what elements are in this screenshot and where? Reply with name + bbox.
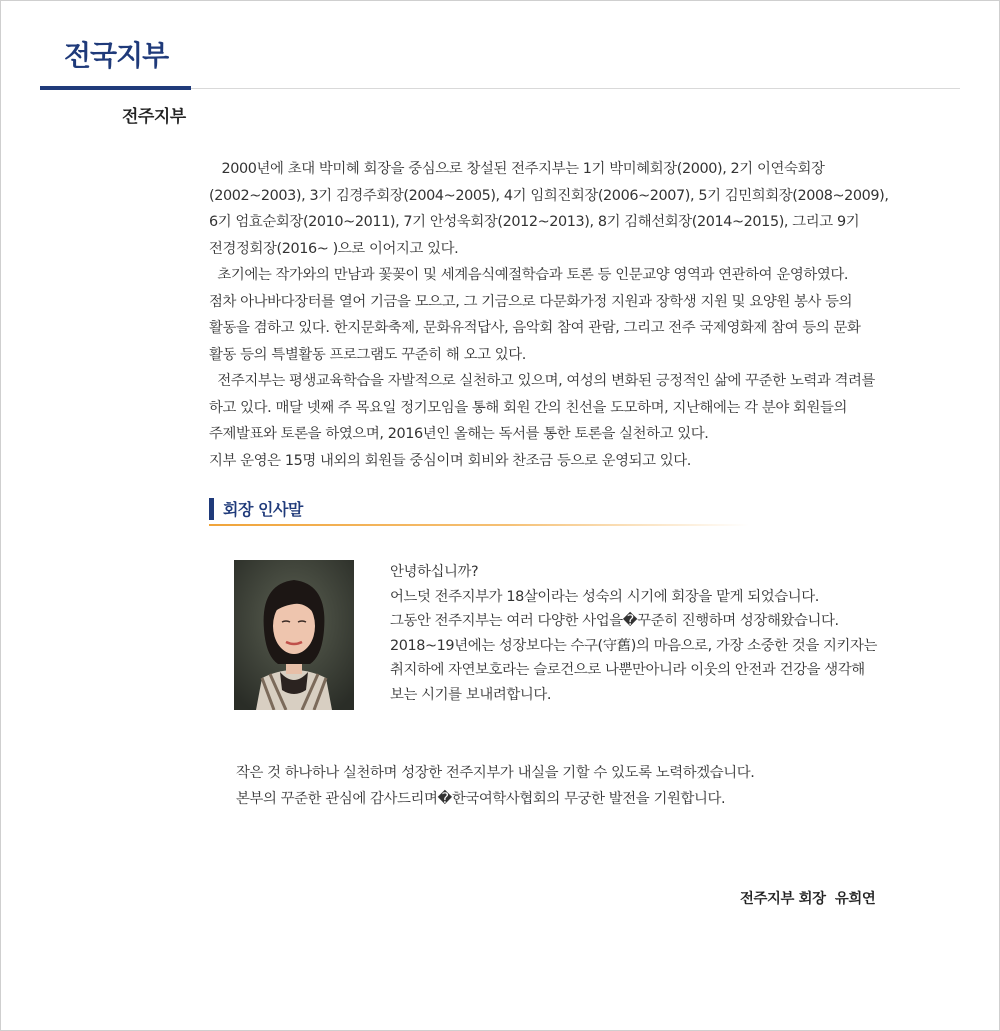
message-line: 취지하에 자연보호라는 슬로건으로 나뿐만아니라 이웃의 안전과 건강을 생각해 [390,662,865,678]
intro-line: 활동 등의 특별활동 프로그램도 꾸준히 해 오고 있다. [209,346,526,363]
section-title: 전국지부 [64,39,169,72]
intro-line: 초기에는 작가와의 만남과 꽃꽂이 및 세계음식예절학습과 토론 등 인문교양 영역과 연관하여 운영하였다. [209,267,849,283]
intro-line: 2000년에 초대 박미혜 회장을 중심으로 창설된 전주지부는 1기 박미혜회장(2000), 2기 이연숙회장 [209,161,825,177]
closing-line: 본부의 꾸준한 관심에 감사드리며�한국여학사협회의 무궁한 발전을 기원합니다. [236,791,726,807]
intro-line: 지부 운영은 15명 내외의 회원들 중심이며 회비와 찬조금 등으로 운영되고 있다. [209,452,691,469]
greeting-closing [236,760,754,812]
branch-name: 전주지부 [122,107,186,127]
intro-line: 주제발표와 토론을 하였으며, 2016년인 올해는 독서를 통한 토론을 실천하고 있다. [209,426,709,442]
title-underline-bar [40,86,191,90]
message-line: 보는 시기를 보내려합니다. [390,686,552,703]
greeting-message [390,560,877,707]
intro-line: 활동을 겸하고 있다. 한지문화축제, 문화유적답사, 음악회 참여 관람, 그리고 전주 국제영화제 참여 등의 문화 [209,320,861,336]
intro-line: 하고 있다. 매달 넷째 주 목요일 정기모임을 통해 회원 간의 친선을 도모하며, 지난해에는 각 분야 회원들의 [209,399,848,416]
intro-line: (2002~2003), 3기 김경주회장(2004~2005), 4기 임희진회장(2006~2007), 5기 김민희회장(2008~2009), [209,187,889,204]
closing-line: 작은 것 하나하나 실천하며 성장한 전주지부가 내실을 기할 수 있도록 노력하겠습니다. [236,765,755,781]
intro-line: 점차 아나바다장터를 열어 기금을 모으고, 그 기금으로 다문화가정 지원과 장학생 지원 및 요양원 봉사 등의 [209,293,853,310]
president-signature: 전주지부 회장 유희연 [740,891,876,907]
message-line: 어느덧 전주지부가 18살이라는 성숙의 시기에 회장을 맡게 되었습니다. [390,588,819,605]
message-line: 2018~19년에는 성장보다는 수구(守舊)의 마음으로, 가장 소중한 것을 지키자는 [390,637,878,654]
greeting-heading [209,497,303,520]
message-line: 안녕하십니까? [390,564,479,580]
greeting-underline [209,524,749,526]
heading-marker [209,498,214,520]
greeting-heading-label: 회장 인사말 [223,500,303,519]
title-divider [191,88,960,89]
intro-line: 6기 엄효순회장(2010~2011), 7기 안성욱회장(2012~2013), 8기 김해선회장(2014~2015), 그리고 9기 [209,214,860,230]
president-portrait [234,560,354,710]
message-line: 그동안 전주지부는 여러 다양한 사업을�꾸준히 진행하며 성장해왔습니다. [390,613,839,629]
intro-line: 전주지부는 평생교육학습을 자발적으로 실천하고 있으며, 여성의 변화된 긍정적인 삶에 꾸준한 노력과 격려를 [209,373,876,389]
intro-text [209,156,969,474]
intro-line: 전경정회장(2016~ )으로 이어지고 있다. [209,240,459,257]
